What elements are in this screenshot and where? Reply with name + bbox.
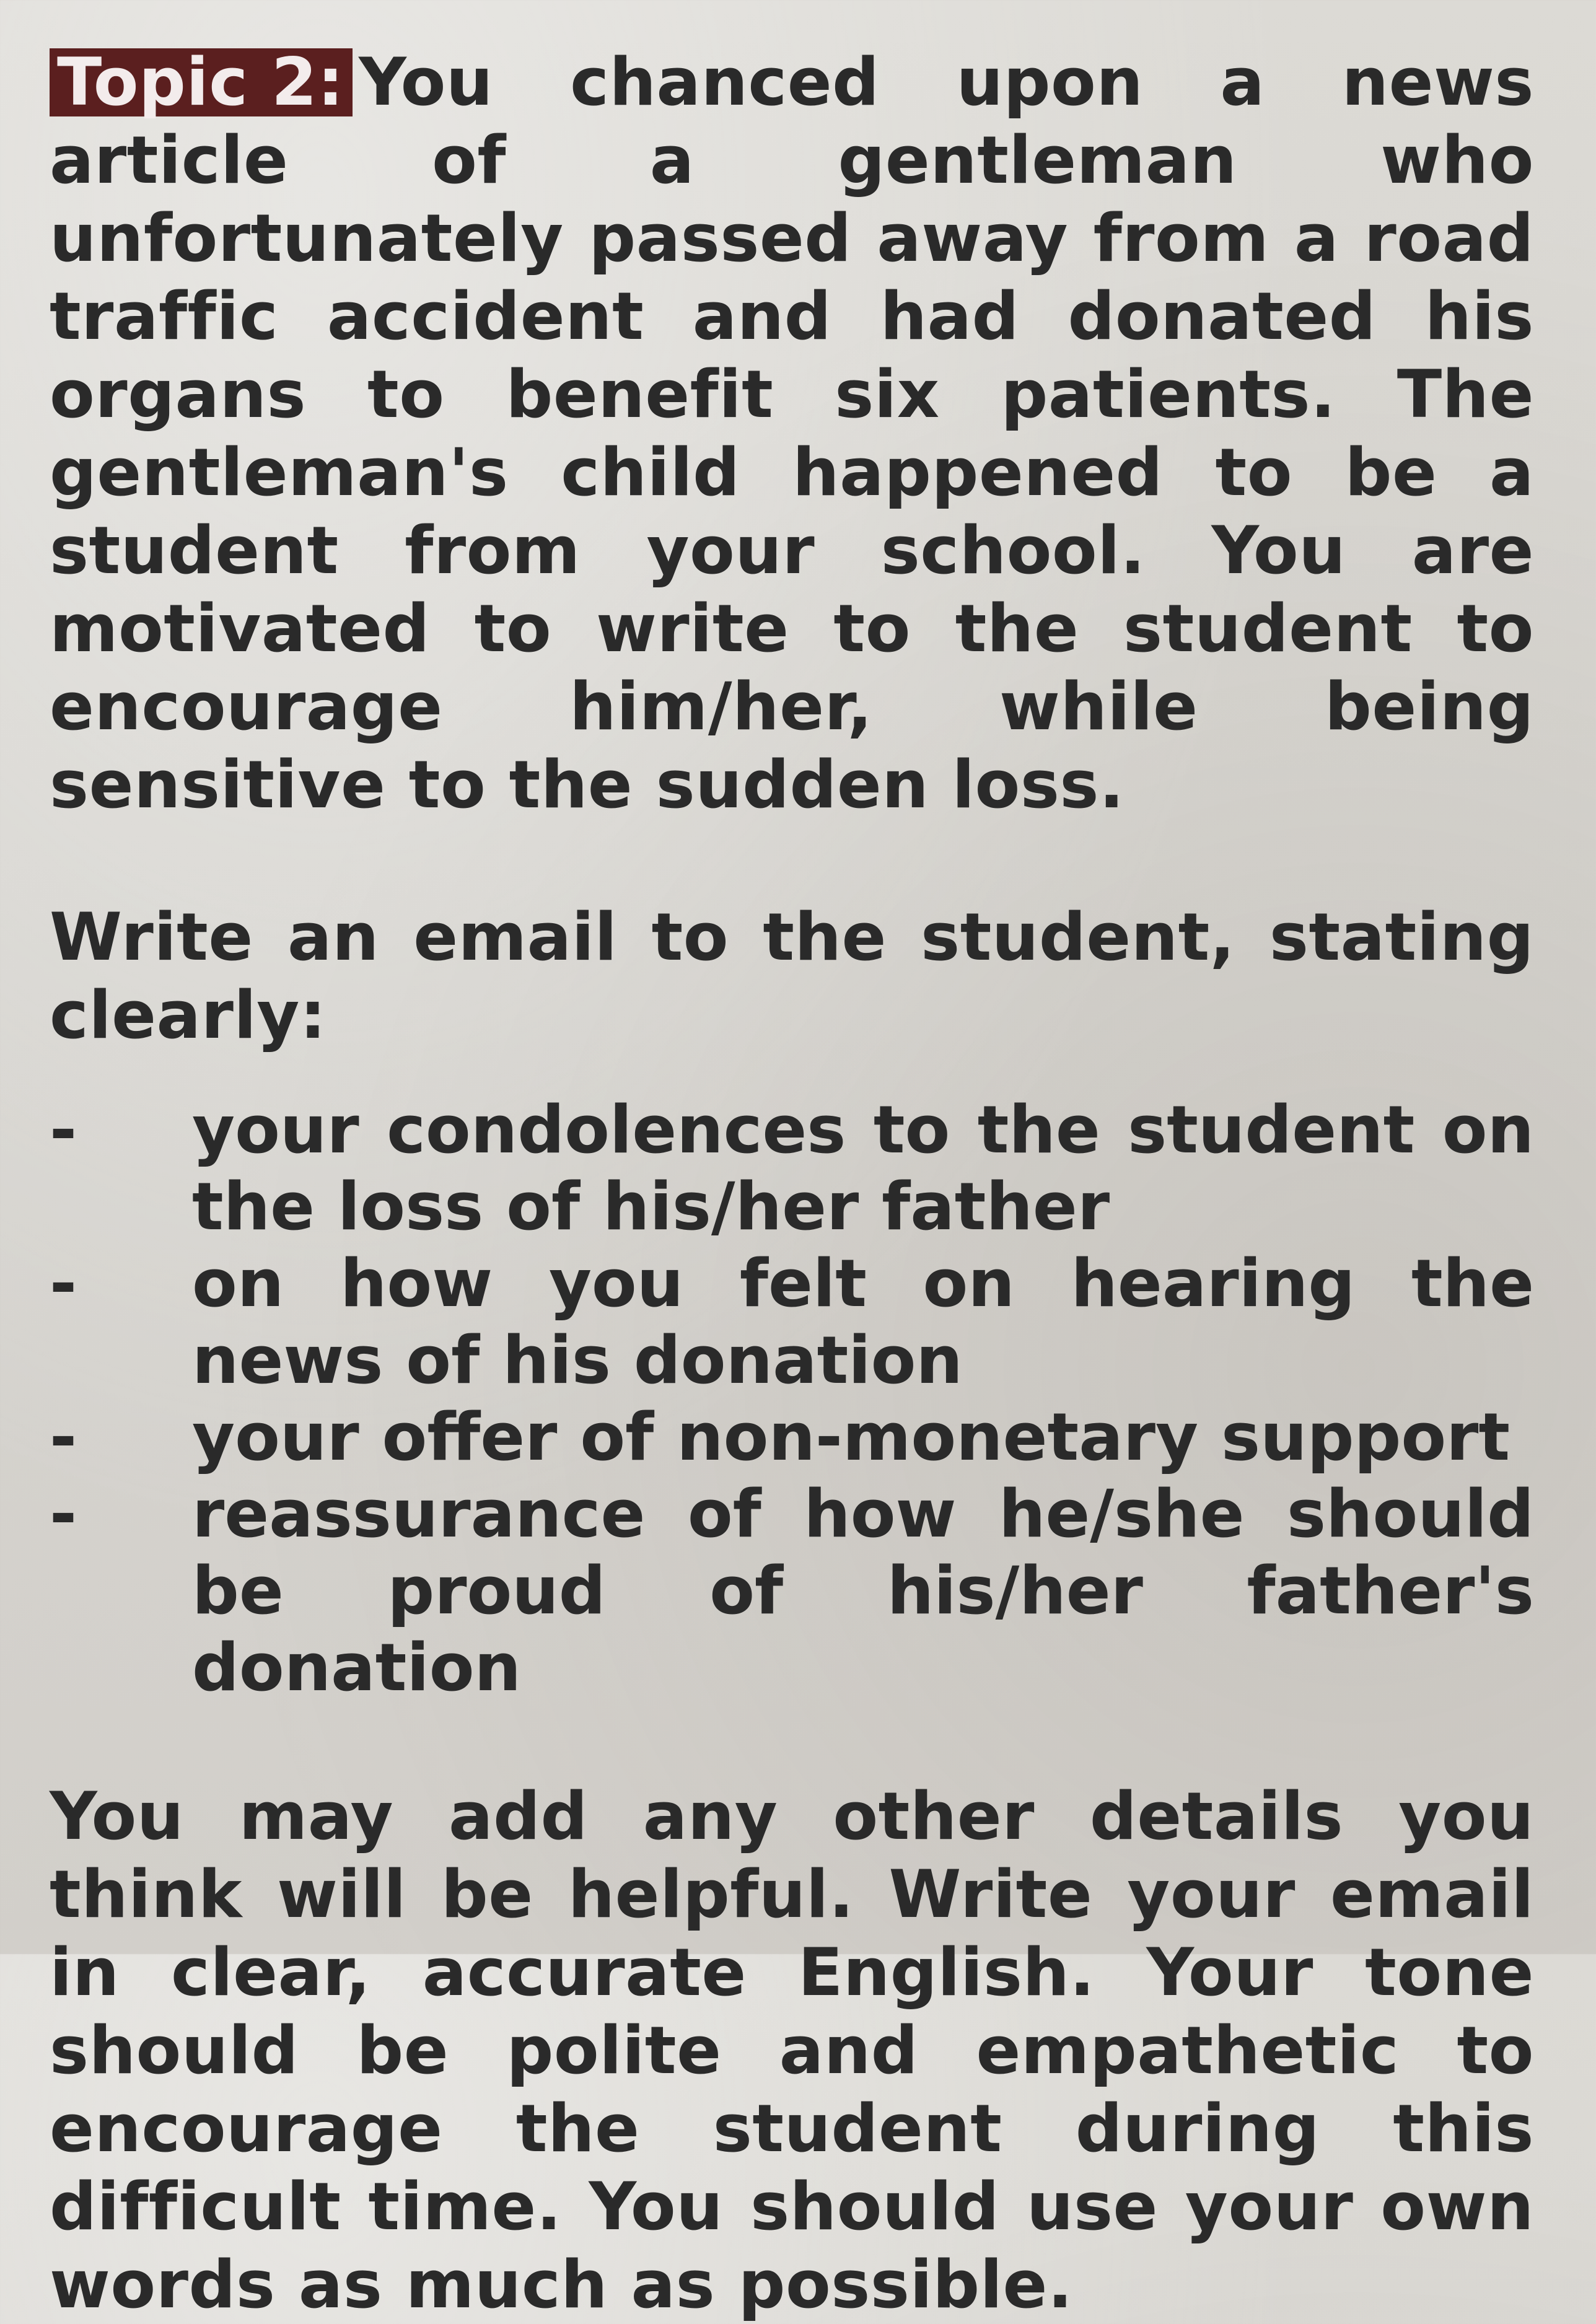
topic-label: Topic 2: xyxy=(50,48,353,116)
topic-paragraph xyxy=(50,43,1534,824)
bullet-dash: - xyxy=(50,1399,77,1475)
requirements-list xyxy=(50,1092,1534,1706)
requirement-text: reassurance of how he/she should be proud of his/her father's donation xyxy=(192,1476,1534,1706)
instruction-lead: Write an email to the student, stating clearly: xyxy=(50,899,1534,1053)
bullet-dash: - xyxy=(50,1245,77,1322)
requirement-item xyxy=(50,1399,1534,1476)
bullet-dash: - xyxy=(50,1476,77,1552)
requirement-item xyxy=(50,1245,1534,1399)
topic-text: You chanced upon a news article of a gentleman who unfortunately passed away from a road traffic accident and had donated his organs to benefit six patients. The gentleman's child happened to be a student from your school. You are motivated to write to the student to encourage him/her, while being sensitive to the sudden loss. xyxy=(50,44,1534,823)
bullet-dash: - xyxy=(50,1092,77,1168)
requirement-text: on how you felt on hearing the news of his donation xyxy=(192,1245,1534,1398)
requirement-text: your offer of non-monetary support xyxy=(192,1399,1510,1475)
closing-paragraph: You may add any other details you think will be helpful. Write your email in clear, accurate English. Your tone should be polite and empathetic to encourage the student during this difficult time. You should use your own words as much as possible. xyxy=(50,1778,1534,2323)
requirement-item xyxy=(50,1092,1534,1245)
requirement-text: your condolences to the student on the loss of his/her father xyxy=(192,1092,1534,1245)
requirement-item xyxy=(50,1476,1534,1706)
